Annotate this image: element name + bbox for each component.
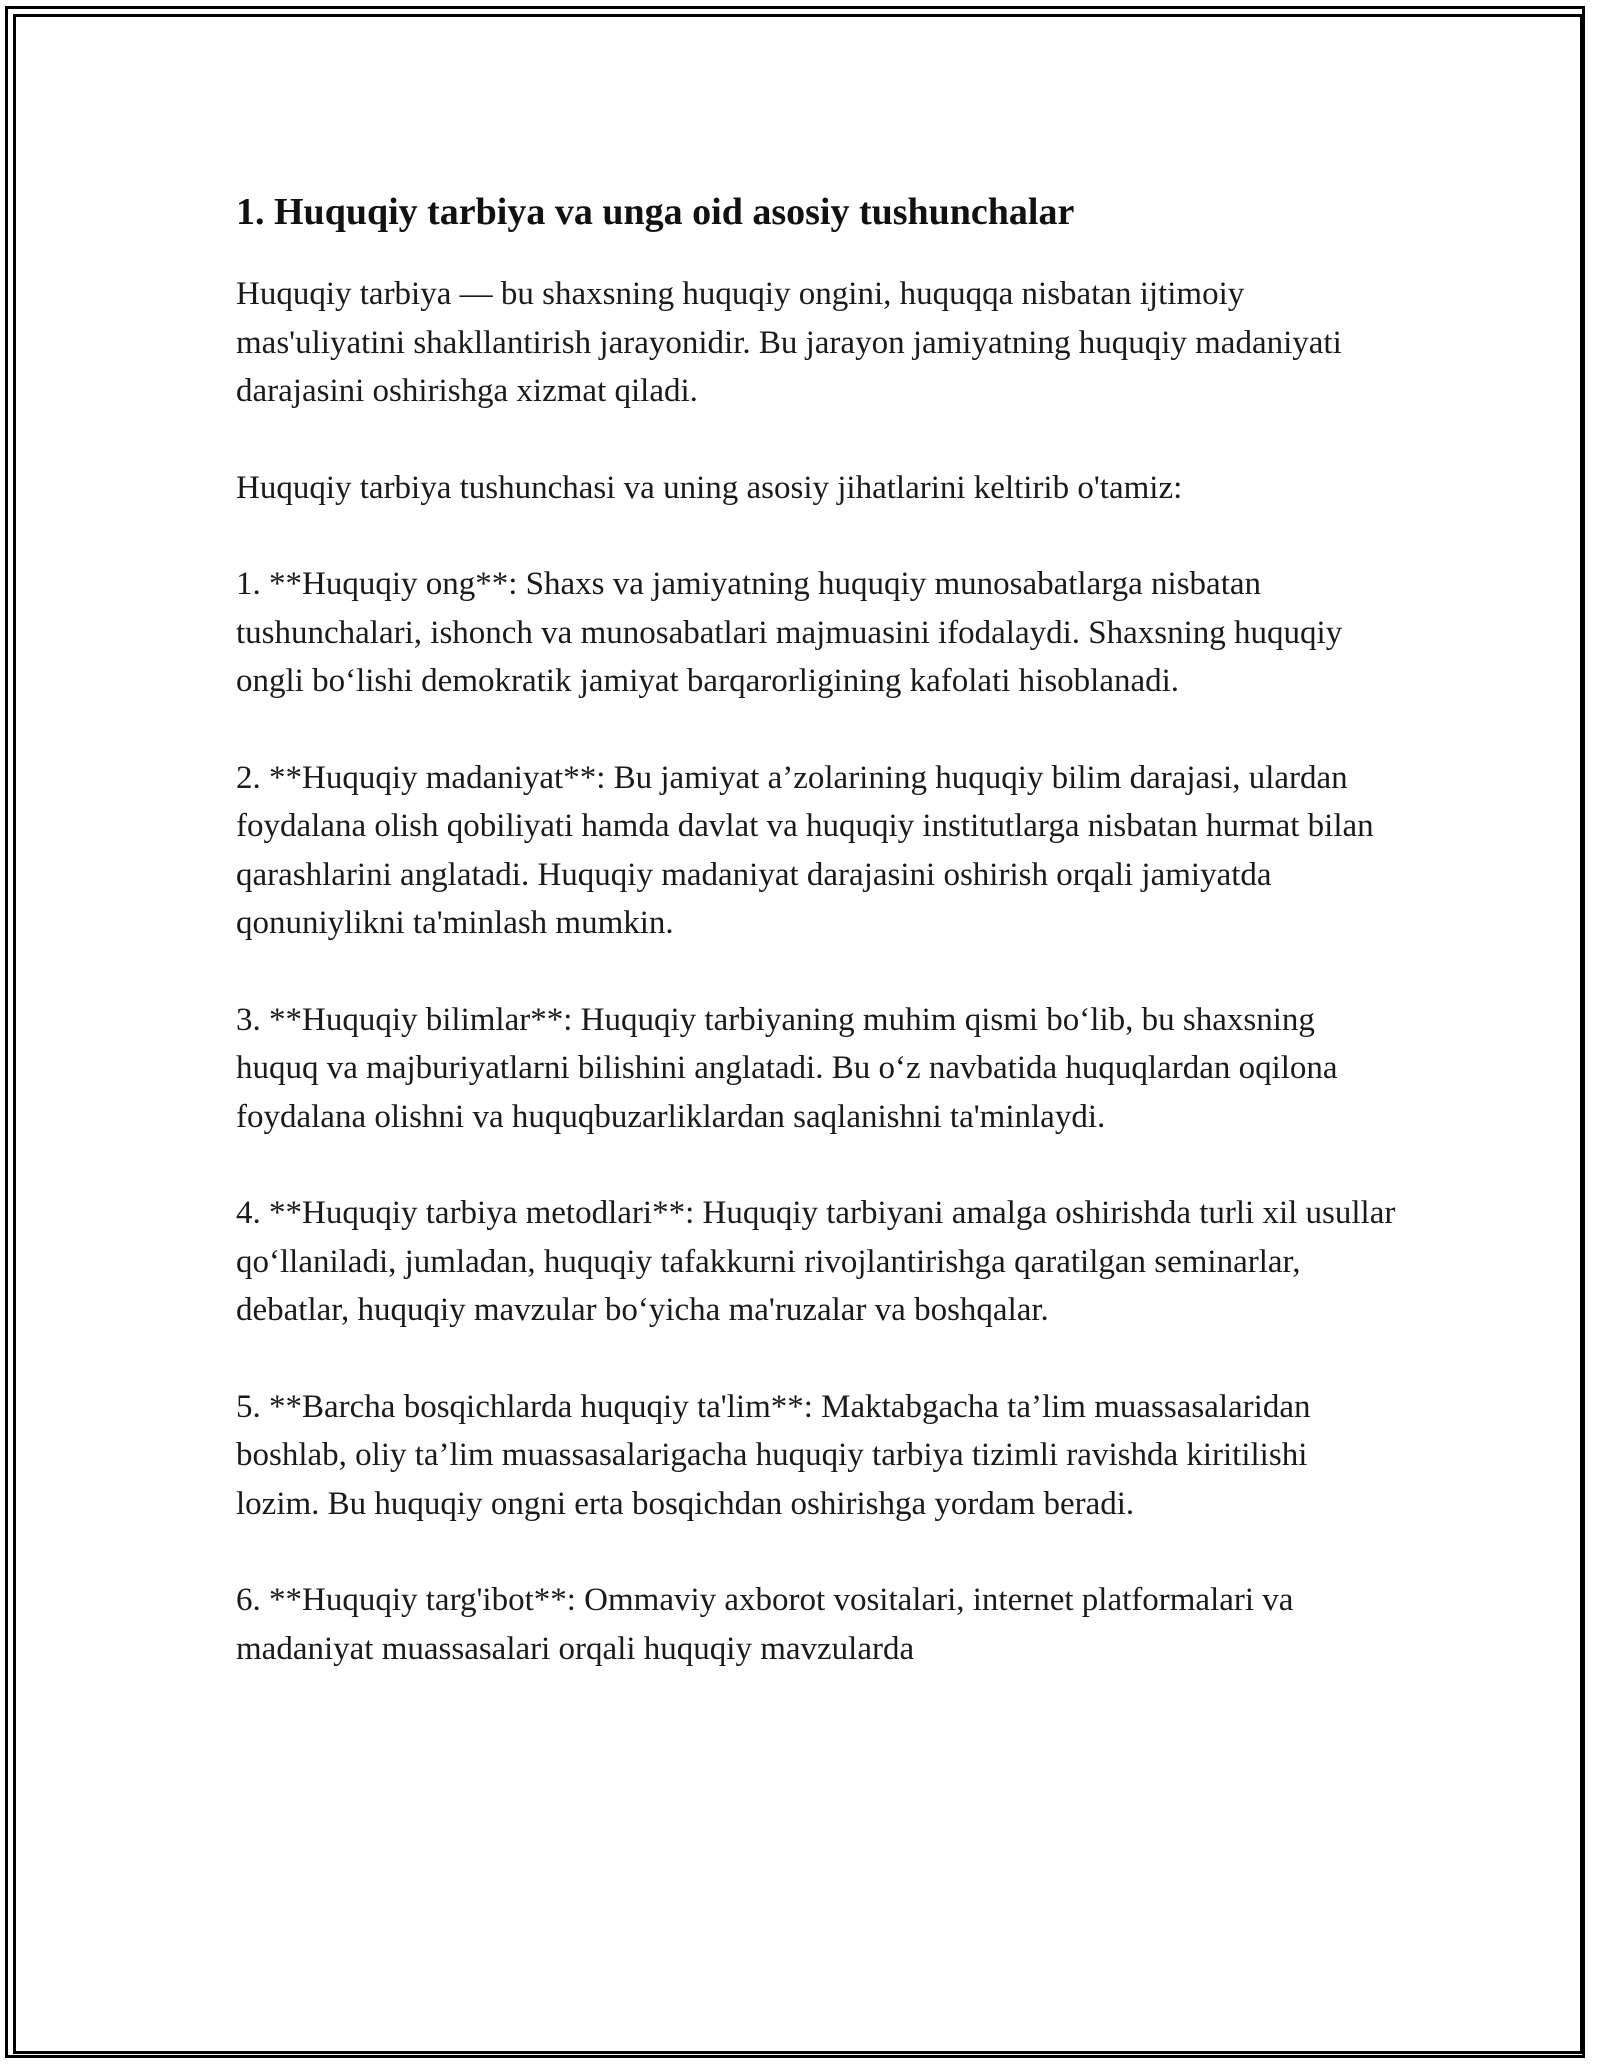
- list-item-huquqiy-madaniyat: 2. **Huquqiy madaniyat**: Bu jamiyat a’zolarining huquqiy bilim darajasi, ulardan foydalana olish qobiliyati hamda davlat va huquqiy institutlarga nisbatan hurmat bilan qarashlarini anglatadi. Huquqiy madaniyat darajasini oshirish orqali jamiyatda qonuniylikni ta'minlash mumkin.: [236, 759, 1374, 941]
- intro-paragraph: Huquqiy tarbiya — bu shaxsning huquqiy ongini, huquqqa nisbatan ijtimoiy mas'uliyatini shakllantirish jarayonidir. Bu jarayon jamiyatning huquqiy madaniyati darajasini oshirishga xizmat qiladi.: [236, 276, 1342, 409]
- list-item-huquqiy-talim: 5. **Barcha bosqichlarda huquqiy ta'lim**: Maktabgacha ta’lim muassasalaridan boshlab, oliy ta’lim muassasalarigacha huquqiy tarbiya tizimli ravishda kiritilishi lozim. Bu huquqiy ongni erta bosqichdan oshirishga yordam beradi.: [236, 1388, 1311, 1522]
- list-item-tarbiya-metodlari: 4. **Huquqiy tarbiya metodlari**: Huquqiy tarbiyani amalga oshirishda turli xil usullar qo‘llaniladi, jumladan, huquqiy tafakkurni rivojlantirishga qaratilgan seminarlar, debatlar, huquqiy mavzular bo‘yicha ma'ruzalar va boshqalar.: [236, 1195, 1396, 1328]
- list-item-huquqiy-bilimlar: 3. **Huquqiy bilimlar**: Huquqiy tarbiyaning muhim qismi bo‘lib, bu shaxsning huquq va majburiyatlarni bilishini anglatadi. Bu o‘z navbatida huquqlardan oqilona foydalana olishni va huquqbuzarliklardan saqlanishni ta'minlaydi.: [236, 1001, 1338, 1135]
- document-body: [236, 188, 1396, 1721]
- section-heading: 1. Huquqiy tarbiya va unga oid asosiy tushunchalar: [236, 191, 1075, 233]
- list-item-huquqiy-ong: 1. **Huquqiy ong**: Shaxs va jamiyatning huquqiy munosabatlarga nisbatan tushunchalari, ishonch va munosabatlari majmuasini ifodalaydi. Shaxsning huquqiy ongli bo‘lishi demokratik jamiyat barqarorligining kafolati hisoblanadi.: [236, 566, 1343, 699]
- list-item-huquqiy-targibot: 6. **Huquqiy targ'ibot**: Ommaviy axborot vositalari, internet platformalari va madaniyat muassasalari orqali huquqiy mavzularda: [236, 1582, 1294, 1667]
- lead-in-paragraph: Huquqiy tarbiya tushunchasi va uning asosiy jihatlarini keltirib o'tamiz:: [236, 469, 1183, 506]
